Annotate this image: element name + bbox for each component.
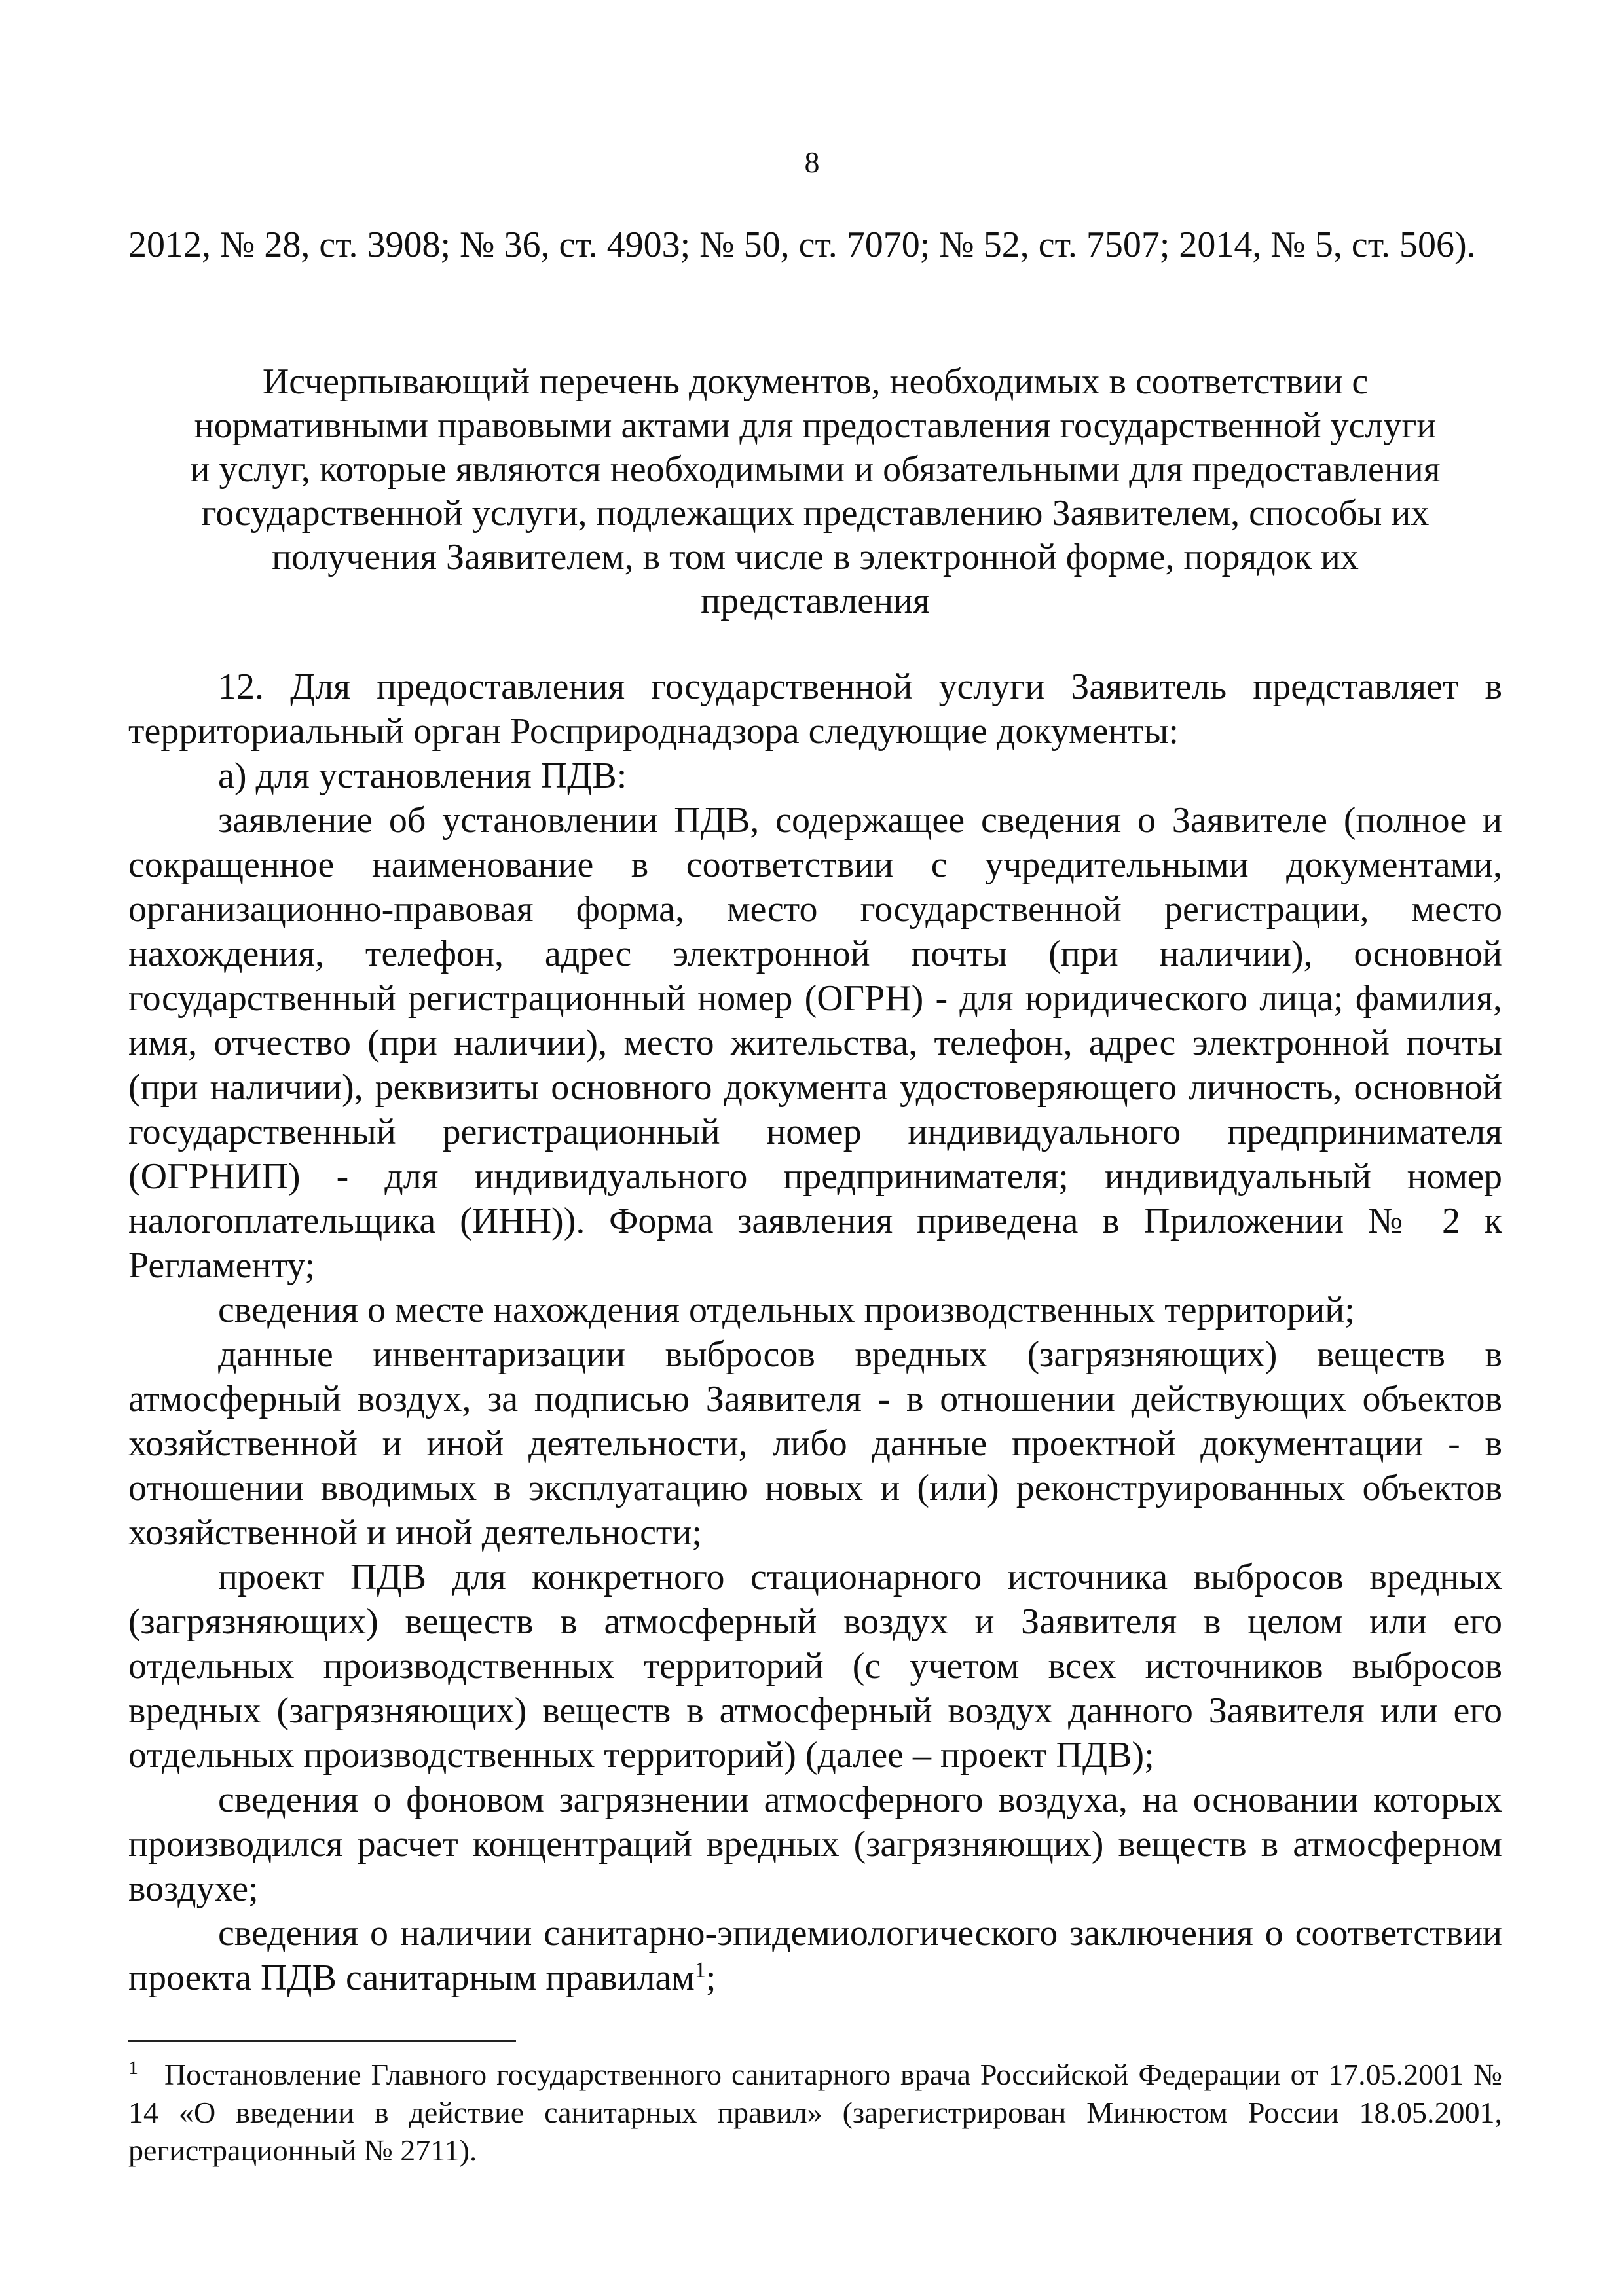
footnote-text: Постановление Главного государственного санитарного врача Российской Федерации от 17.05.2001 № 14 «О введении в действие санитарных правил» (зарегистрирован Минюстом России 18.05.2001, регистрационный № 2711). [128,2058,1502,2167]
intro-text: 2012, № 28, ст. 3908; № 36, ст. 4903; № 50, ст. 7070; № 52, ст. 7507; 2014, № 5, ст. 506). [128,225,1476,265]
heading-line: государственной услуги, подлежащих представлению Заявителем, способы их [201,493,1430,534]
page-number: 8 [804,145,820,179]
paragraph-inventory: данные инвентаризации выбросов вредных (загрязняющих) веществ в атмосферный воздух, за подписью Заявителя - в отношении действующих объектов хозяйственной и иной деятельности, либо данные проектной документации - в отношении вводимых в эксплуатацию новых и (или) реконструированных объектов хозяйственной и иной деятельности; [128,1334,1502,1553]
heading-line: и услуг, которые являются необходимыми и обязательными для предоставления [190,449,1441,490]
footnote-divider [128,2040,516,2042]
heading-line: представления [701,581,930,621]
paragraph-background: сведения о фоновом загрязнении атмосферного воздуха, на основании которых производился расчет концентраций вредных (загрязняющих) веществ в атмосферном воздухе; [128,1779,1502,1909]
intro-continuation [128,223,1502,267]
footnote-reference[interactable]: 1 [694,1958,706,1982]
item-a: а) для установления ПДВ: [218,756,627,796]
footnote-mark: 1 [128,2056,138,2079]
main-body [128,665,1502,2000]
paragraph-sanitary [128,1911,1502,2000]
heading-line: получения Заявителем, в том числе в электронной форме, порядок их [272,537,1359,577]
footnote [128,2056,1502,2170]
section-heading [128,360,1502,623]
heading-line: Исчерпывающий перечень документов, необходимых в соответствии с [262,361,1369,402]
heading-line: нормативными правовыми актами для предоставления государственной услуги [194,405,1437,446]
paragraph-12: 12. Для предоставления государственной услуги Заявитель представляет в территориальный орган Росприроднадзора следующие документы: [128,666,1502,752]
paragraph-application: заявление об установлении ПДВ, содержащее сведения о Заявителе (полное и сокращенное наименование в соответствии с учредительными документами, организационно-правовая форма, место государственной регистрации, место нахождения, телефон, адрес электронной почты (при наличии), основной государственный регистрационный номер (ОГРН) - для юридического лица; фамилия, имя, отчество (при наличии), место жительства, телефон, адрес электронной почты (при наличии), реквизиты основного документа удостоверяющего личность, основной государственный регистрационный номер индивидуального предпринимателя (ОГРНИП) - для индивидуального предпринимателя; индивидуальный номер налогоплательщика (ИНН)). Форма заявления приведена в Приложении № 2 к Регламенту; [128,800,1502,1286]
sanitary-text: сведения о наличии санитарно-эпидемиологического заключения о соответствии проекта ПДВ санитарным правилам [128,1913,1502,1998]
paragraph-project: проект ПДВ для конкретного стационарного источника выбросов вредных (загрязняющих) веществ в атмосферный воздух и Заявителя в целом или его отдельных производственных территорий (с учетом всех источников выбросов вредных (загрязняющих) веществ в атмосферный воздух данного Заявителя или его отдельных производственных территорий) (далее – проект ПДВ); [128,1557,1502,1776]
sanitary-end: ; [705,1958,716,1998]
paragraph-location: сведения о месте нахождения отдельных производственных территорий; [218,1290,1355,1330]
